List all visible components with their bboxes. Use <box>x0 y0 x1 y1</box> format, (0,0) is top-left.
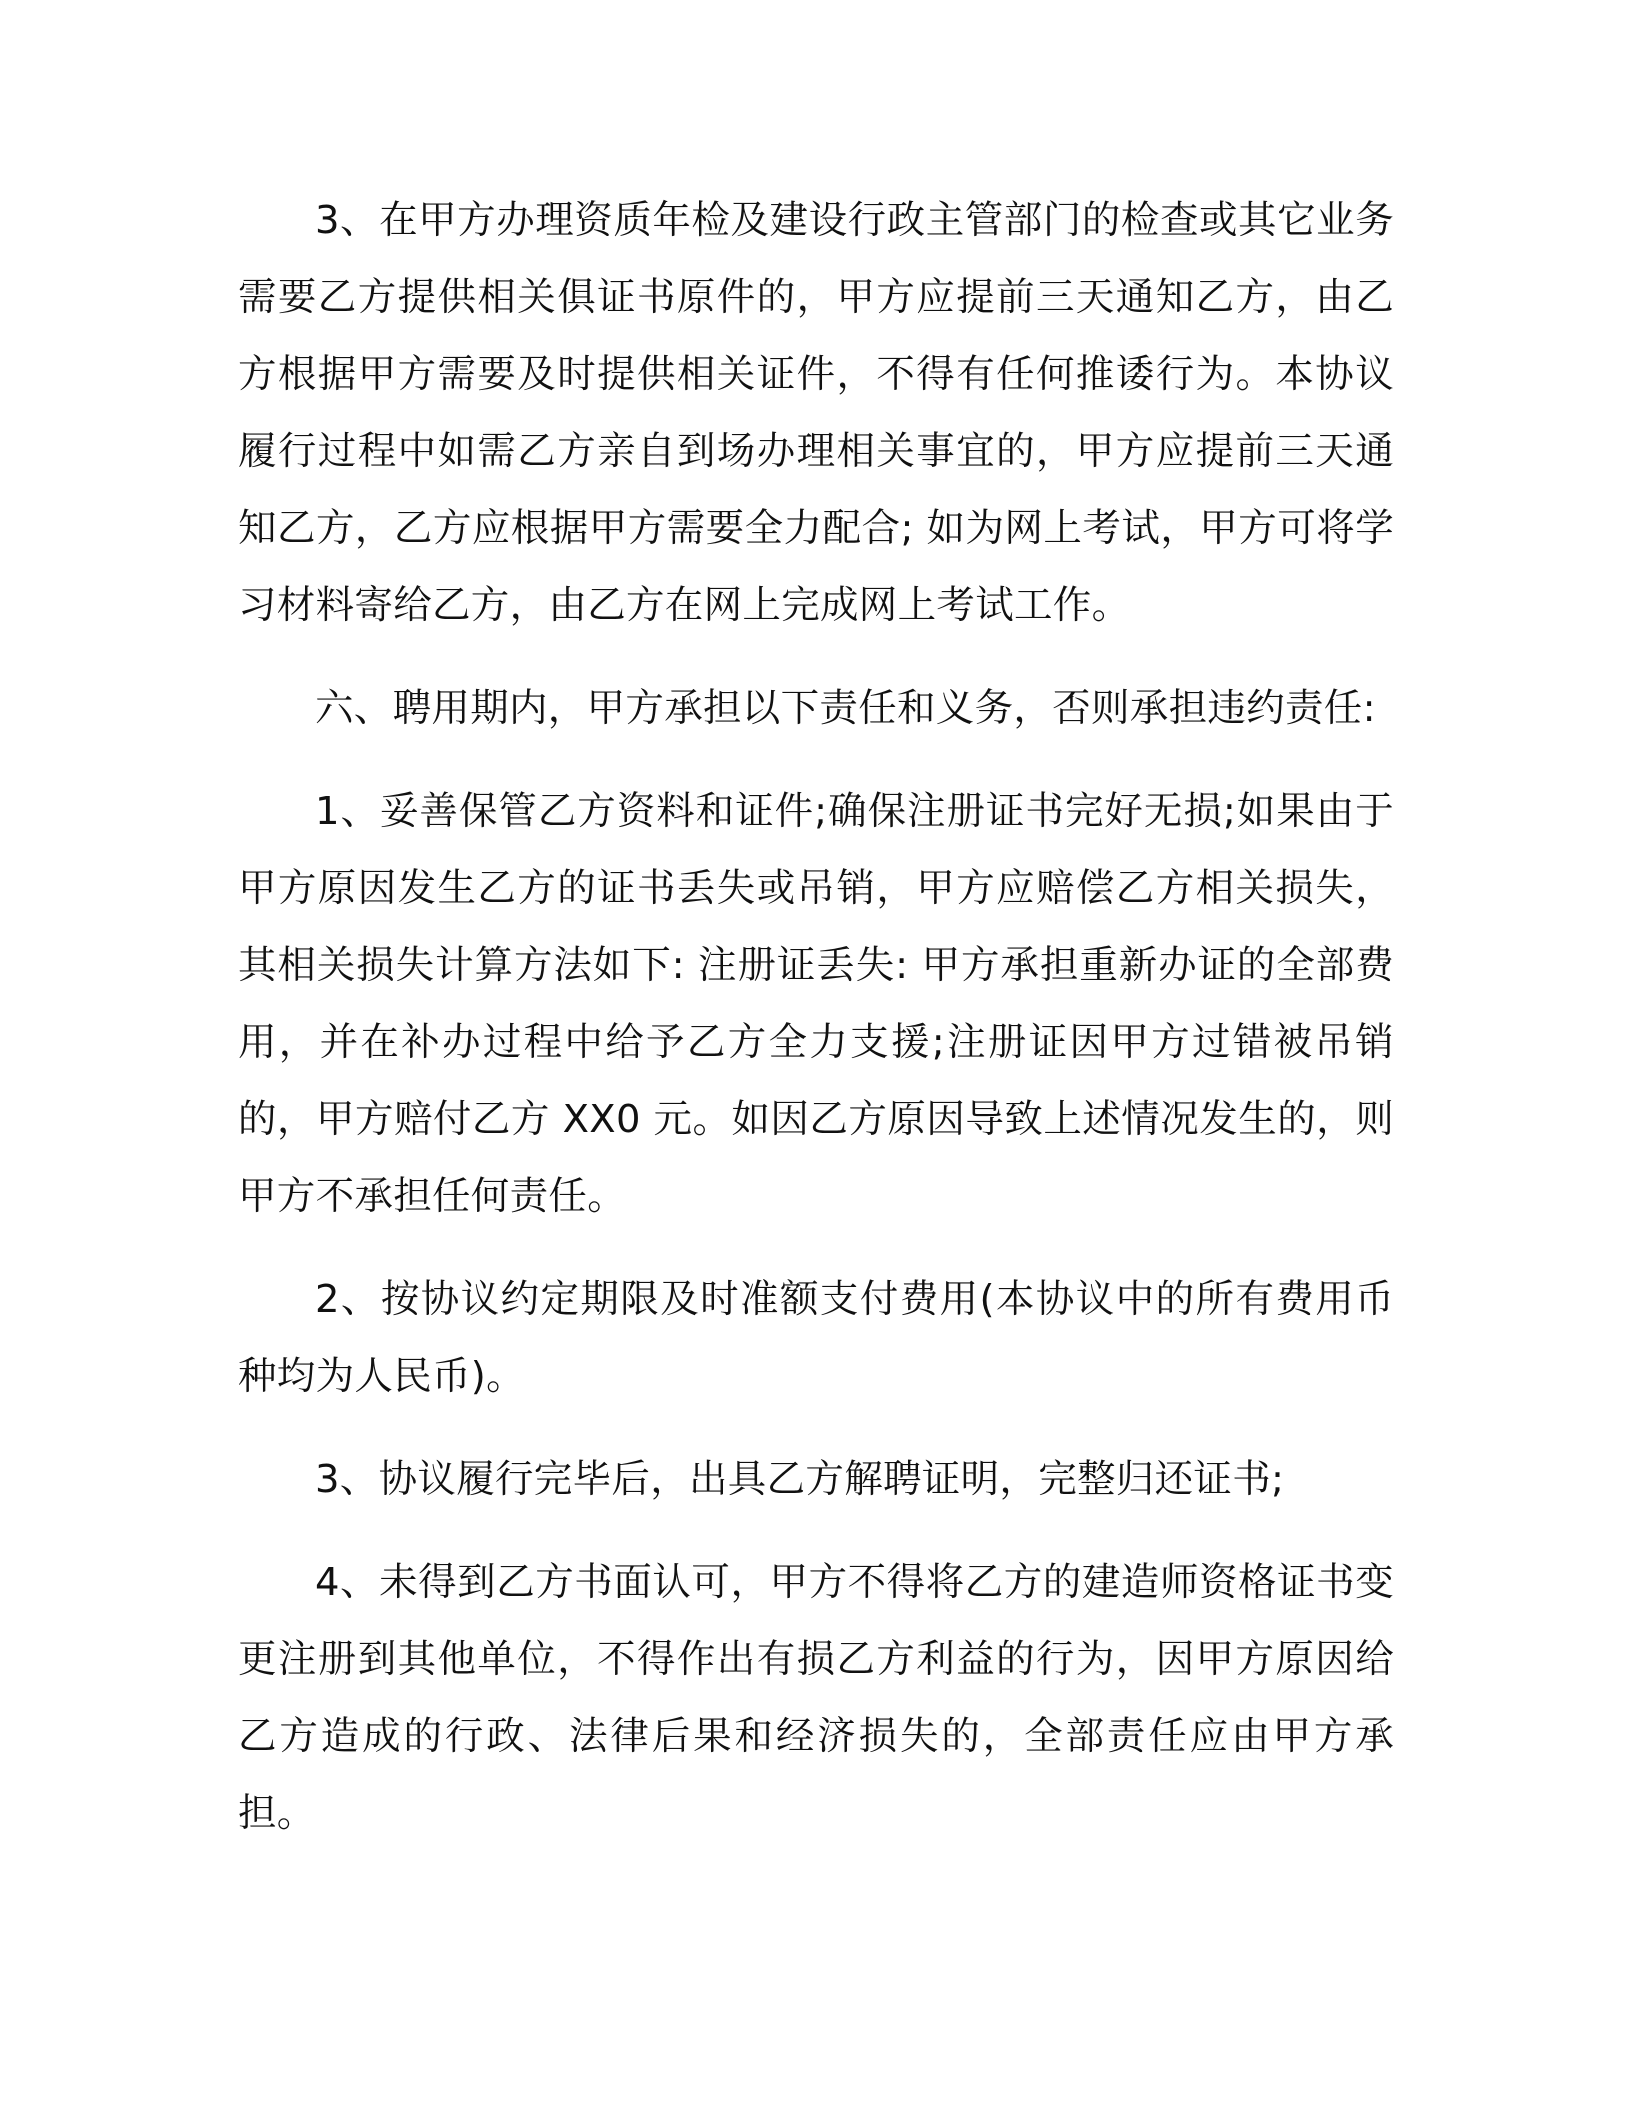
paragraph-clause-1-safekeeping: 1、妥善保管乙方资料和证件;确保注册证书完好无损;如果由于甲方原因发生乙方的证书丢失或吊销，甲方应赔偿乙方相关损失，其相关损失计算方法如下: 注册证丢失: 甲方承担重新办证的全部费用，并在补办过程中给予乙方全力支援;注册证因甲方过错被吊销的，甲方赔付乙方 XX0 元。如因乙方原因导致上述情况发生的，则甲方不承担任何责任。 <box>238 789 1394 1219</box>
paragraph-clause-4-registration: 4、未得到乙方书面认可，甲方不得将乙方的建造师资格证书变更注册到其他单位，不得作出有损乙方利益的行为，因甲方原因给乙方造成的行政、法律后果和经济损失的，全部责任应由甲方承担。 <box>238 1560 1394 1836</box>
paragraph-clause-3-certificates: 3、在甲方办理资质年检及建设行政主管部门的检查或其它业务需要乙方提供相关俱证书原件的，甲方应提前三天通知乙方，由乙方根据甲方需要及时提供相关证件，不得有任何推诿行为。本协议履行过程中如需乙方亲自到场办理相关事宜的，甲方应提前三天通知乙方，乙方应根据甲方需要全力配合; 如为网上考试，甲方可将学习材料寄给乙方，由乙方在网上完成网上考试工作。 <box>238 198 1394 628</box>
paragraph-clause-2-payment: 2、按协议约定期限及时准额支付费用(本协议中的所有费用币种均为人民币)。 <box>238 1277 1394 1399</box>
paragraph-clause-3-return: 3、协议履行完毕后，出具乙方解聘证明，完整归还证书; <box>315 1457 1285 1502</box>
document-body <box>238 182 1394 1878</box>
paragraph-section-6-heading: 六、聘用期内，甲方承担以下责任和义务，否则承担违约责任: <box>315 686 1376 731</box>
